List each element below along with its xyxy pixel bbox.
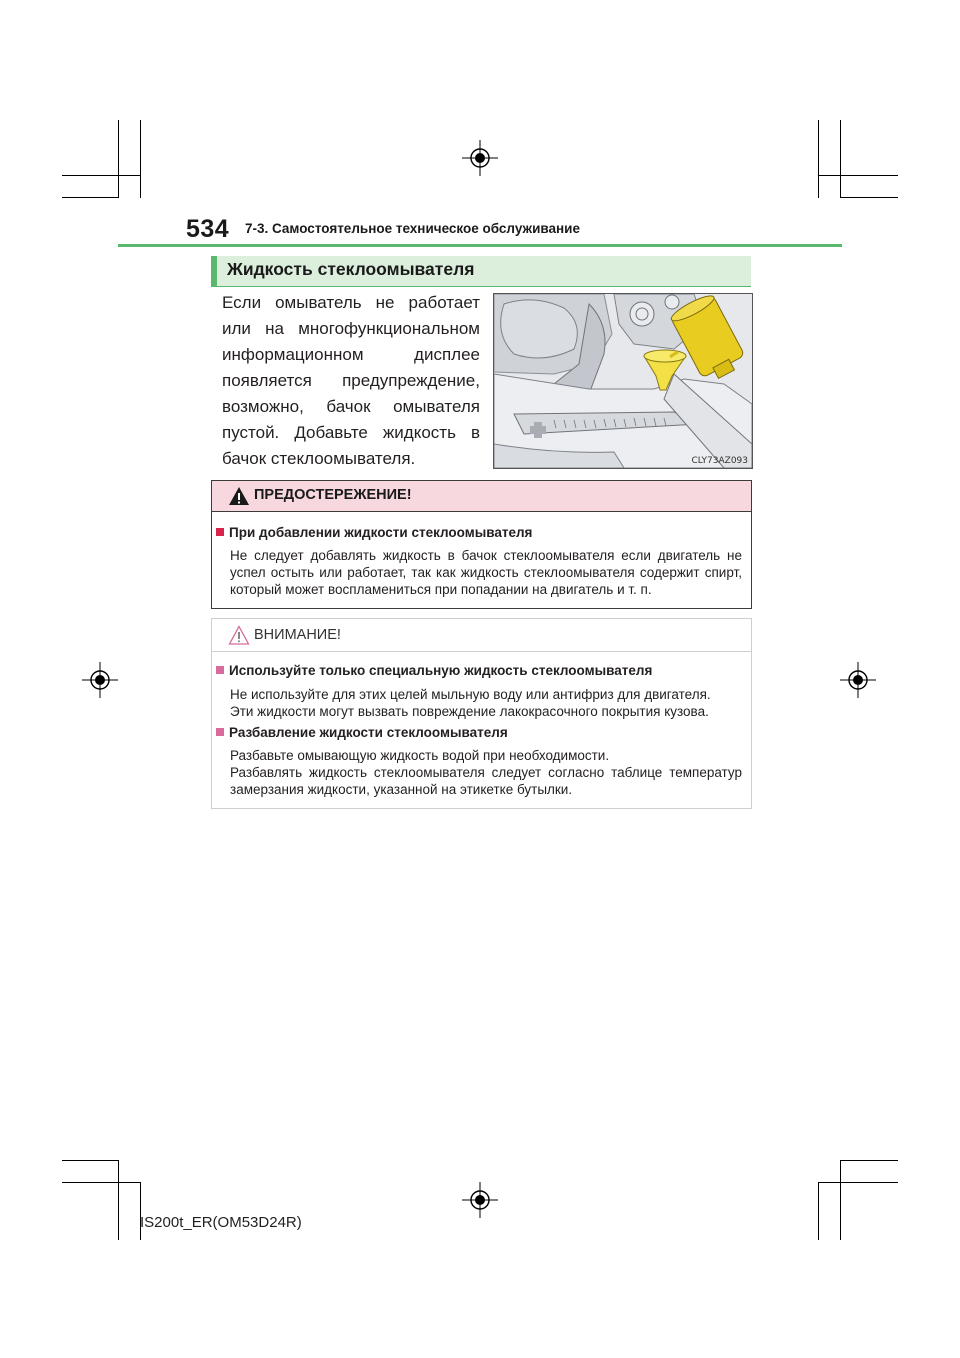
- warning-header: [212, 481, 751, 512]
- crop-mark: [62, 197, 118, 198]
- section-title: 7-3. Самостоятельное техническое обслуживание: [245, 221, 580, 236]
- crop-mark: [62, 1160, 118, 1161]
- caution-item-line: Разбавьте омывающую жидкость водой при необходимости.: [230, 748, 610, 763]
- header-divider: [118, 244, 842, 247]
- crop-mark: [840, 197, 898, 198]
- caution-item-title-text: Разбавление жидкости стеклоомывателя: [229, 725, 508, 740]
- page-number: 534: [186, 215, 230, 243]
- crop-mark: [118, 1160, 119, 1240]
- illustration-code: CLY73AZ093: [691, 456, 748, 466]
- bullet-square: [216, 666, 224, 674]
- caution-item-title: [216, 725, 508, 740]
- caution-label: ВНИМАНИЕ!: [254, 627, 341, 643]
- crop-mark: [62, 175, 140, 176]
- caution-triangle-icon: [228, 625, 250, 645]
- warning-item-text: Не следует добавлять жидкость в бачок стеклоомывателя если двигатель не успел остыть или работает, так как жидкость стеклоомывателя содержит спирт, который может воспламениться при попадании на двигатель и т. п.: [230, 548, 742, 597]
- crop-mark: [140, 120, 141, 198]
- topic-title: Жидкость стеклоомывателя: [227, 259, 475, 279]
- caution-item-line: Разбавлять жидкость стеклоомывателя следует согласно таблице температур замерзания жидкости, указанной на этикетке бутылки.: [230, 765, 742, 797]
- title-accent: [211, 256, 217, 286]
- warning-box: [211, 480, 752, 609]
- topic-title-bar: [211, 256, 751, 287]
- crop-mark: [818, 1182, 819, 1240]
- crop-mark: [818, 175, 898, 176]
- warning-label: ПРЕДОСТЕРЕЖЕНИЕ!: [254, 487, 412, 503]
- crop-mark: [818, 120, 819, 198]
- crop-mark: [840, 120, 841, 198]
- registration-mark-icon: [840, 662, 876, 698]
- warning-triangle-icon: [228, 486, 250, 506]
- registration-mark-icon: [462, 1182, 498, 1218]
- warning-item-title: [216, 525, 532, 540]
- caution-box: [211, 618, 752, 809]
- intro-paragraph: Если омыватель не работает или на многофункциональном информационном дисплее появляется предупреждение, возможно, бачок омывателя пустой. Добавьте жидкость в бачок стеклоомывателя.: [222, 293, 480, 468]
- bullet-square: [216, 528, 224, 536]
- crop-mark: [818, 1182, 898, 1183]
- crop-mark: [62, 1182, 140, 1183]
- registration-mark-icon: [82, 662, 118, 698]
- model-code: IS200t_ER(OM53D24R): [140, 1214, 302, 1231]
- warning-item-title-text: При добавлении жидкости стеклоомывателя: [229, 525, 533, 540]
- engine-bay-drawing: [494, 294, 752, 468]
- crop-mark: [840, 1160, 841, 1240]
- registration-mark-icon: [462, 140, 498, 176]
- caution-item-title-text: Используйте только специальную жидкость стеклоомывателя: [229, 663, 653, 678]
- crop-mark: [140, 1182, 141, 1240]
- caution-item-line: Не используйте для этих целей мыльную воду или антифриз для двигателя.: [230, 687, 711, 702]
- caution-header: [212, 619, 751, 652]
- washer-fluid-illustration: [493, 293, 753, 469]
- bullet-square: [216, 728, 224, 736]
- crop-mark: [840, 1160, 898, 1161]
- caution-item-line: Эти жидкости могут вызвать повреждение лакокрасочного покрытия кузова.: [230, 704, 709, 719]
- caution-item-title: [216, 663, 652, 678]
- crop-mark: [118, 120, 119, 198]
